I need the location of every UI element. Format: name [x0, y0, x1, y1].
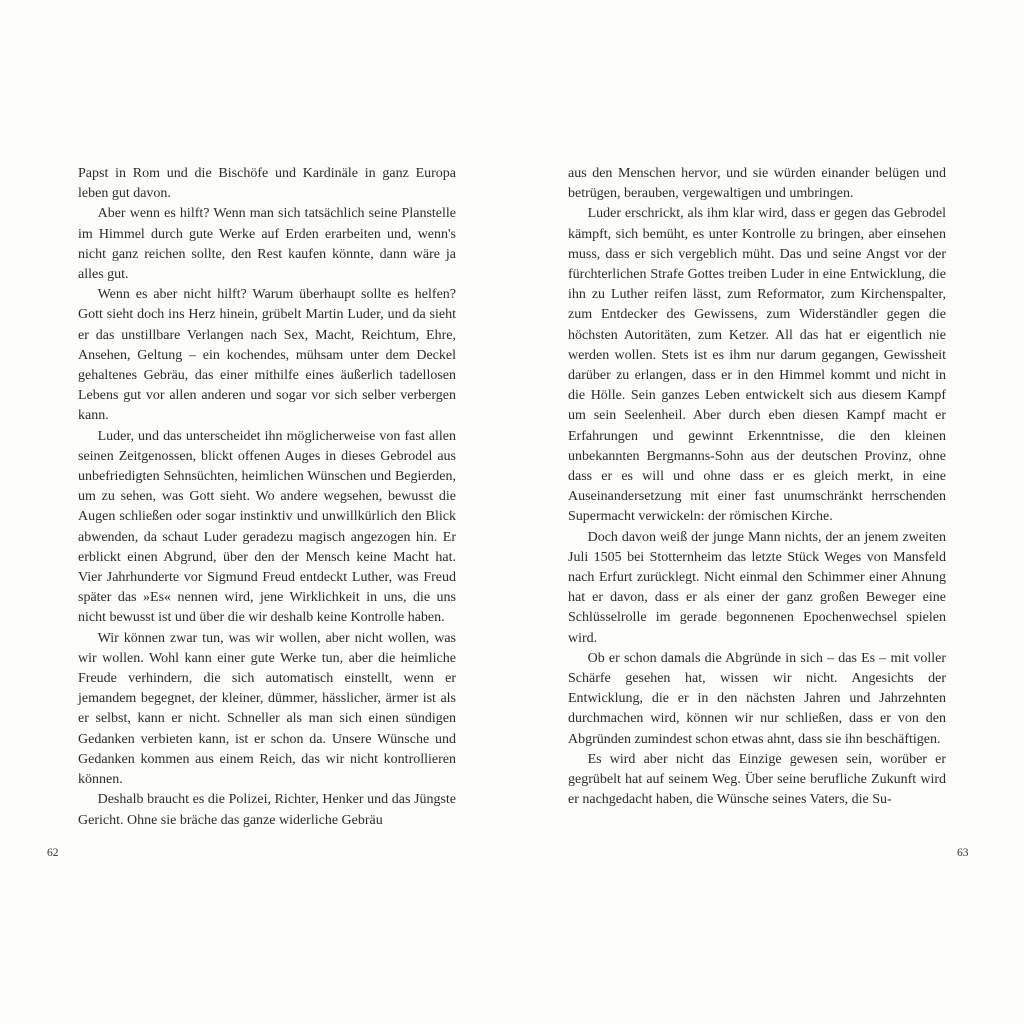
paragraph: Papst in Rom und die Bischöfe und Kardinäle in ganz Europa leben gut davon. — [78, 166, 456, 202]
right-page-number: 63 — [957, 847, 969, 859]
paragraph: Wenn es aber nicht hilft? Warum überhaupt sollte es helfen? Gott sieht doch ins Herz hinein, grübelt Martin Luder, und da sieht er das unstillbare Verlangen nach Sex, Macht, Reichtum, Ehre, Ansehen, Geltung – ein kochendes, mühsam unter dem Deckel gehaltenes Gebräu, das einer mithilfe eines äußerlich tadellosen Lebens gut vor allen anderen und sogar vor sich selber verbergen kann. — [78, 287, 456, 424]
paragraph: Wir können zwar tun, was wir wollen, aber nicht wollen, was wir wollen. Wohl kann einer gute Werke tun, aber die heimliche Freude verhindern, die sich automatisch einstellt, wenn er jemandem begegnet, der kleiner, dümmer, hässlicher, ärmer ist als er selbst, kann er nicht. Schneller als man sich einen sündigen Gedanken verbieten kann, ist er schon da. Unsere Wünsche und Gedanken kommen aus einem Reich, das wir nicht kontrollieren können. — [78, 630, 456, 788]
paragraph: Luder erschrickt, als ihm klar wird, dass er gegen das Gebrodel kämpft, sich bemüht, es unter Kontrolle zu bringen, aber einsehen muss, dass er sich vergeblich müht. Das und seine Angst vor der fürchterlichen Strafe Gottes treiben Luder in eine Entwicklung, die ihn zu Luther reifen lässt, zum Reformator, zum Kirchenspalter, zum Entdecker des Gewissens, zum Widerständler gegen die höchsten Autoritäten, zum Ketzer. All das hat er eigentlich nie werden wollen. Stets ist es ihm nur darum gegangen, Gewissheit darüber zu erlangen, dass er in den Himmel kommt und nicht in die Hölle. Sein ganzes Leben entwickelt sich aus diesem Kampf um sein Seelenheil. Aber durch eben diesen Kampf macht er Erfahrungen und gewinnt Erkenntnisse, die den kleinen unbekannten Bergmanns-Sohn aus der deutschen Provinz, ohne dass er es will und ohne dass er es gleich merkt, in eine Auseinandersetzung mit einer fast unumschränkt herrschenden Supermacht verwickeln: der römischen Kirche. — [568, 206, 946, 525]
paragraph: aus den Menschen hervor, und sie würden einander belügen und betrügen, berauben, vergewaltigen und umbringen. — [568, 166, 946, 202]
left-page-number: 62 — [47, 847, 59, 859]
paragraph: Aber wenn es hilft? Wenn man sich tatsächlich seine Planstelle im Himmel durch gute Werke auf Erden erarbeiten und, wenn's nicht ganz reichen sollte, den Rest kaufen könnte, dann wäre ja alles gut. — [78, 206, 456, 283]
right-page-paragraphs — [568, 164, 946, 811]
paragraph: Ob er schon damals die Abgründe in sich – das Es – mit voller Schärfe gesehen hat, wissen wir nicht. Angesichts der Entwicklung, die er in den nächsten Jahren und Jahrzehnten durchmachen wird, können wir nur schließen, dass er von den Abgründen zumindest schon etwas ahnt, dass sie ihn beschäftigen. — [568, 650, 946, 747]
paragraph: Deshalb braucht es die Polizei, Richter, Henker und das Jüngste Gericht. Ohne sie bräche das ganze widerliche Gebräu — [78, 792, 456, 828]
left-page-paragraphs — [78, 164, 456, 831]
right-page-text-column — [568, 164, 946, 811]
paragraph: Luder, und das unterscheidet ihn möglicherweise von fast allen seinen Zeitgenossen, blickt offenen Auges in dieses Gebrodel aus unbefriedigten Sehnsüchten, heimlichen Wünschen und Begierden, um zu sehen, was Gott sieht. Wo andere wegsehen, bewusst die Augen schließen oder sogar instinktiv und unwillkürlich den Blick abwenden, da schaut Luder geradezu magisch angezogen hin. Er erblickt einen Abgrund, über den der Mensch keine Macht hat. Vier Jahrhunderte vor Sigmund Freud entdeckt Luther, was Freud später das »Es« nennen wird, jene Wirklichkeit in uns, die uns nicht bewusst ist und über die wir deshalb keine Kontrolle haben. — [78, 428, 456, 626]
paragraph: Es wird aber nicht das Einzige gewesen sein, worüber er gegrübelt hat auf seinem Weg. Über seine berufliche Zukunft wird er nachgedacht haben, die Wünsche seines Vaters, die Su- — [568, 751, 946, 808]
left-page-text-column — [78, 164, 456, 831]
paragraph: Doch davon weiß der junge Mann nichts, der an jenem zweiten Juli 1505 bei Stotternheim das letzte Stück Weges von Mansfeld nach Erfurt zurücklegt. Nicht einmal den Schimmer einer Ahnung hat er davon, dass er als einer der ganz großen Beweger eine Schlüsselrolle im gerade begonnenen Epochenwechsel spielen wird. — [568, 529, 946, 646]
